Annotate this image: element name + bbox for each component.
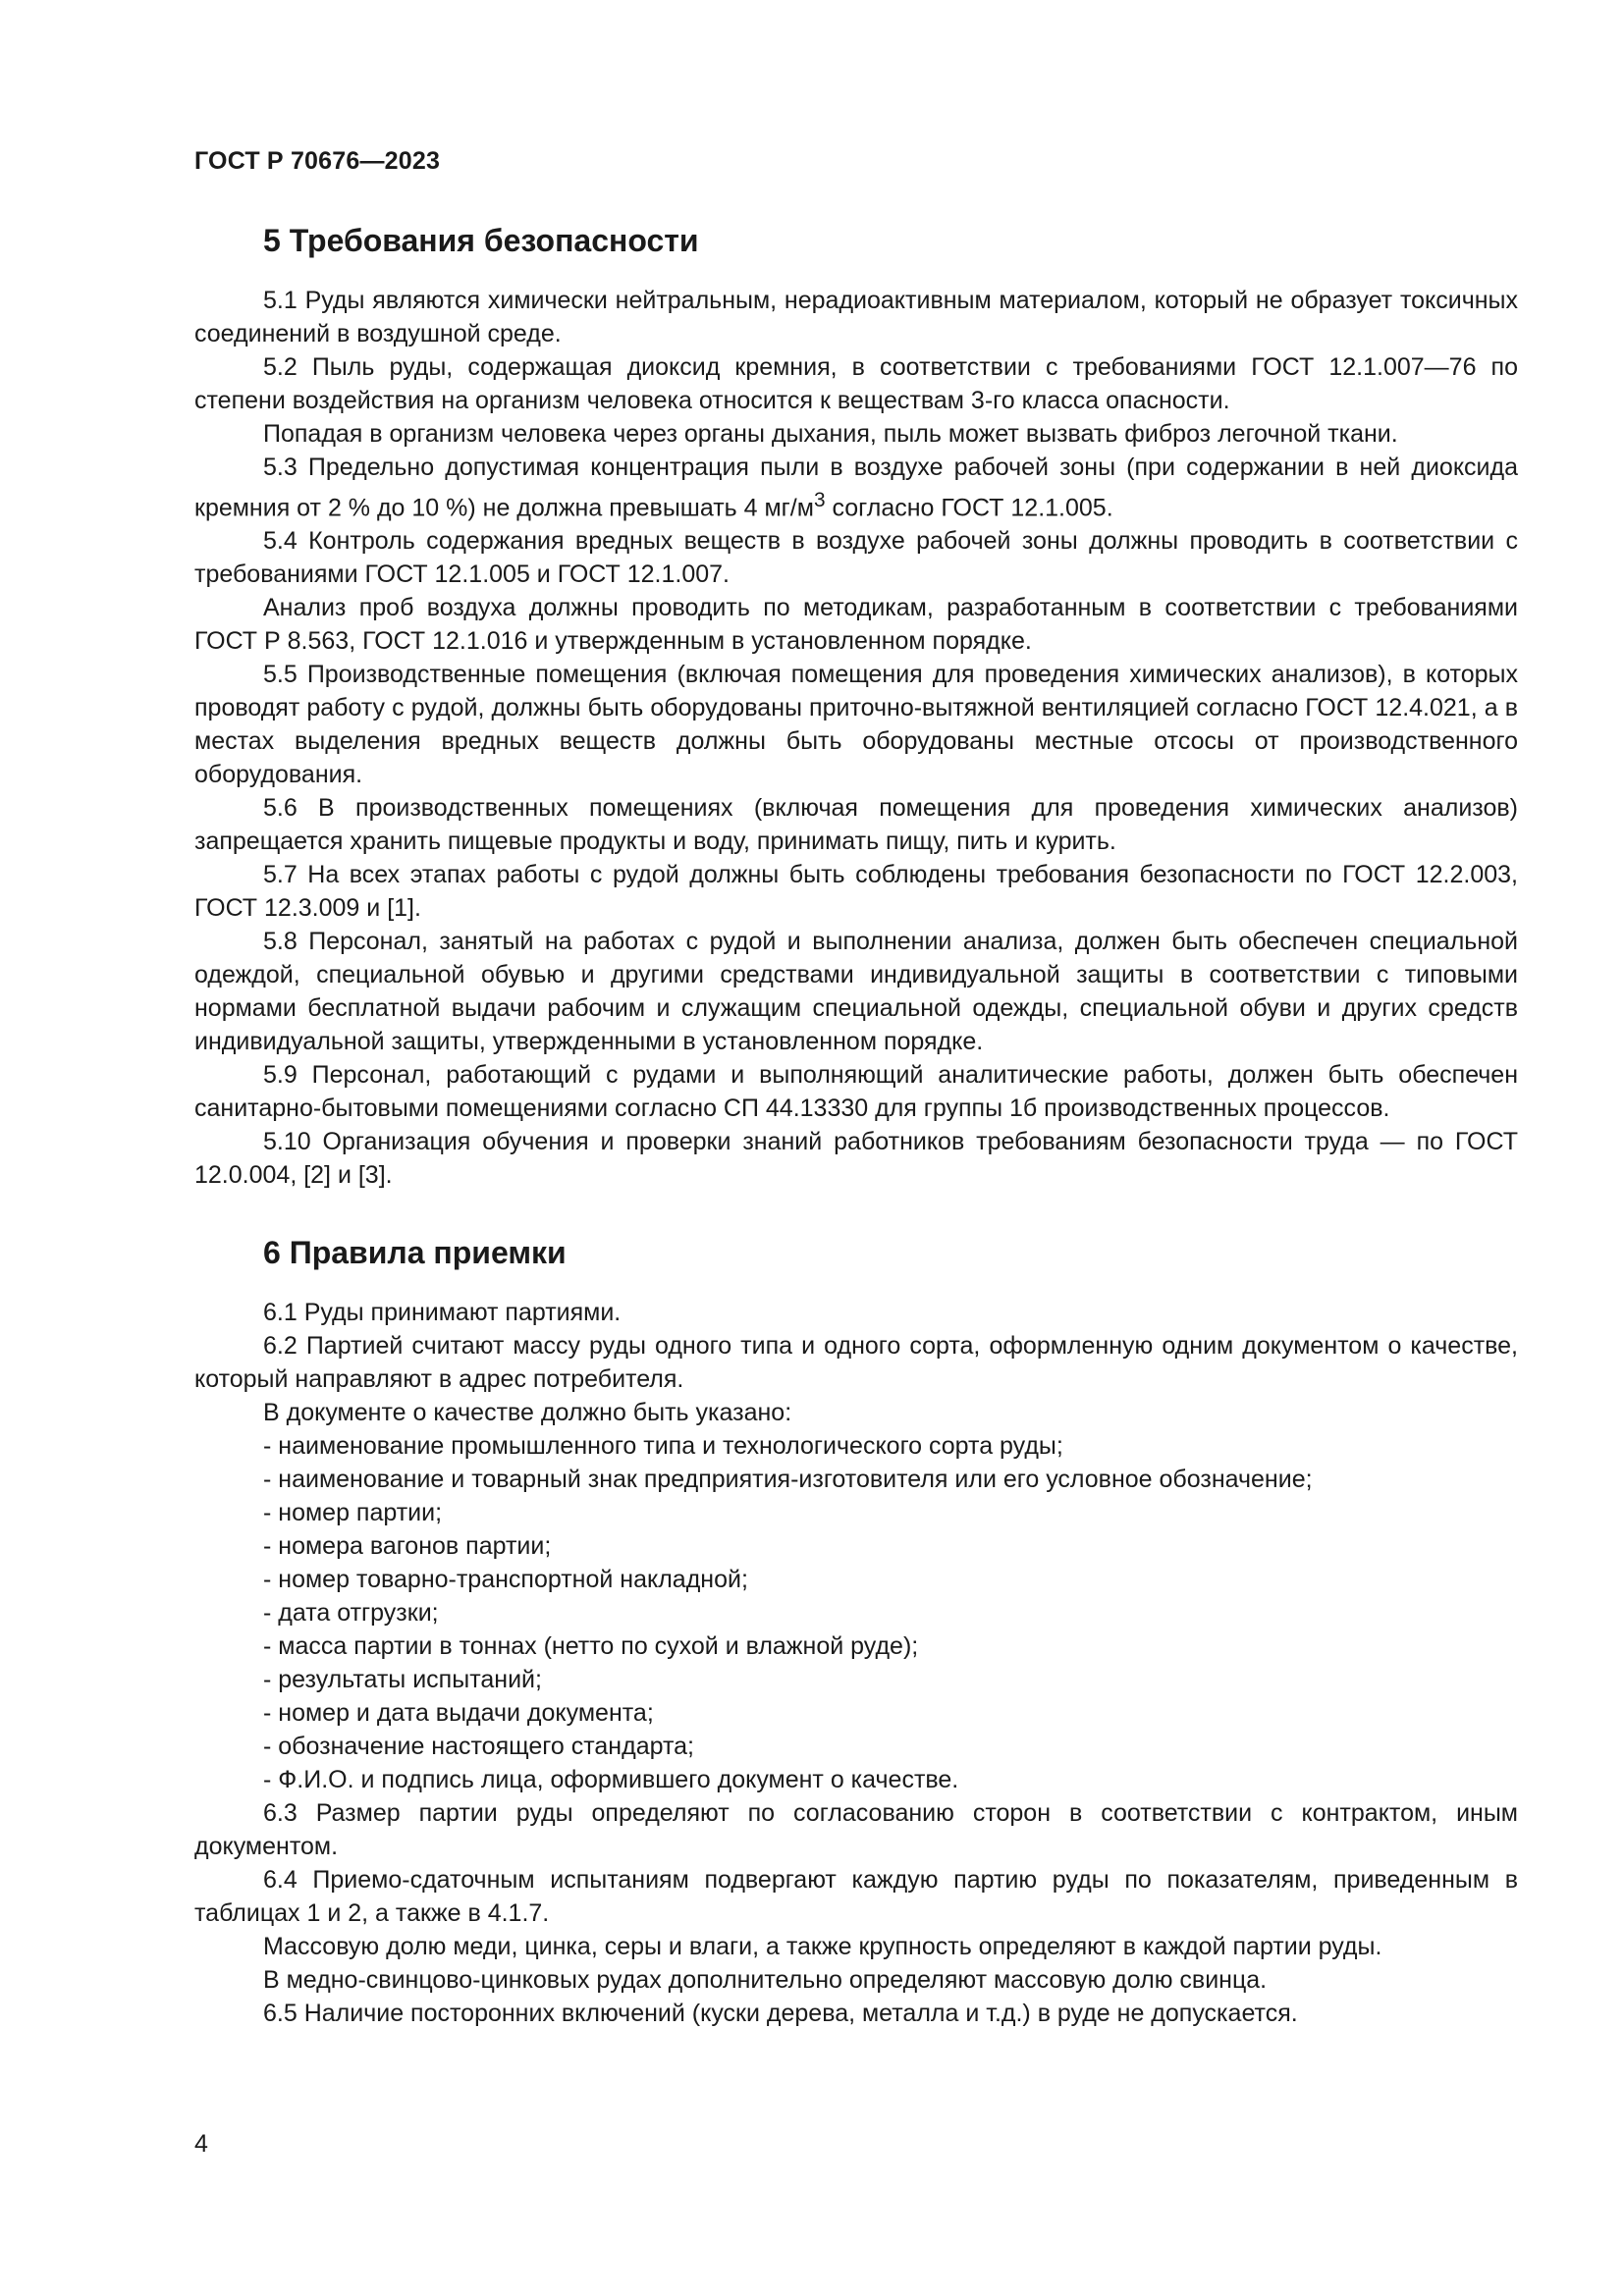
paragraph-5-9: 5.9 Персонал, работающий с рудами и выполняющий аналитические работы, должен быть обеспечен санитарно-бытовыми помещениями согласно СП 44.13330 для группы 1б производственных процессов. (194, 1061, 1518, 1123)
superscript-3: 3 (813, 489, 826, 511)
paragraph-5-8: 5.8 Персонал, занятый на работах с рудой и выполнении анализа, должен быть обеспечен специальной одеждой, специальной обувью и другими средствами индивидуальной защиты в соответствии с типовыми нормами бесплатной выдачи рабочим и служащим специальной одежды, специальной обуви и других средств индивидуальной защиты, утвержденными в установленном порядке. (194, 928, 1518, 1056)
paragraph-6-5: 6.5 Наличие посторонних включений (куски дерева, металла и т.д.) в руде не допускается. (263, 2000, 1298, 2028)
list-item: - Ф.И.О. и подпись лица, оформившего документ о качестве. (263, 1763, 1518, 1796)
list-item: - номер товарно-транспортной накладной; (263, 1563, 1518, 1596)
paragraph-6-1: 6.1 Руды принимают партиями. (263, 1299, 622, 1327)
paragraph-5-10: 5.10 Организация обучения и проверки знаний работников требованиям безопасности труда — по ГОСТ 12.0.004, [2] и [3]. (194, 1128, 1518, 1190)
paragraph-5-3 (194, 451, 1518, 524)
document-code: ГОСТ Р 70676—2023 (194, 147, 441, 175)
list-item: - масса партии в тоннах (нетто по сухой и влажной руде); (263, 1629, 1518, 1663)
section-5-title: 5 Требования безопасности (263, 223, 699, 258)
paragraph-5-3-text: 5.3 Предельно допустимая концентрация пыли в воздухе рабочей зоны (при содержании в ней диоксида кремния от 2 % до 10 %) не должна превышать 4 мг/м (194, 454, 1518, 522)
paragraph-5-1: 5.1 Руды являются химически нейтральным, нерадиоактивным материалом, который не образует токсичных соединений в воздушной среде. (194, 287, 1518, 347)
paragraph-6-3: 6.3 Размер партии руды определяют по согласованию сторон в соответствии с контрактом, иным документом. (194, 1799, 1518, 1861)
list-item: - номер и дата выдачи документа; (263, 1696, 1518, 1730)
paragraph-5-2-continued: Попадая в организм человека через органы дыхания, пыль может вызвать фиброз легочной ткани. (263, 420, 1398, 448)
list-item: - наименование и товарный знак предприятия-изготовителя или его условное обозначение; (263, 1463, 1518, 1496)
quality-document-list (194, 1429, 1518, 1796)
document-body (194, 221, 1518, 2030)
document-page (194, 0, 1518, 2296)
list-item: - результаты испытаний; (263, 1663, 1518, 1696)
paragraph-5-5: 5.5 Производственные помещения (включая помещения для проведения химических анализов), в которых проводят работу с рудой, должны быть оборудованы приточно-вытяжной вентиляцией согласно ГОСТ 12.4.021, а в местах выделения вредных веществ должны быть оборудованы местные отсосы от производственного оборудования. (194, 661, 1518, 789)
paragraph-5-7: 5.7 На всех этапах работы с рудой должны быть соблюдены требования безопасности по ГОСТ 12.2.003, ГОСТ 12.3.009 и [1]. (194, 861, 1518, 923)
list-item: - номер партии; (263, 1496, 1518, 1529)
paragraph-5-3-end: согласно ГОСТ 12.1.005. (825, 494, 1113, 522)
paragraph-6-4-continued: Массовую долю меди, цинка, серы и влаги, а также крупность определяют в каждой партии руды. (263, 1933, 1382, 1961)
paragraph-5-4: 5.4 Контроль содержания вредных веществ в воздухе рабочей зоны должны проводить в соответствии с требованиями ГОСТ 12.1.005 и ГОСТ 12.1.007. (194, 527, 1518, 589)
paragraph-6-4: 6.4 Приемо-сдаточным испытаниям подвергают каждую партию руды по показателям, приведенным в таблицах 1 и 2, а также в 4.1.7. (194, 1866, 1518, 1928)
paragraph-5-4-continued: Анализ проб воздуха должны проводить по методикам, разработанным в соответствии с требованиями ГОСТ Р 8.563, ГОСТ 12.1.016 и утвержденным в установленном порядке. (194, 594, 1518, 656)
section-6-title: 6 Правила приемки (263, 1235, 567, 1271)
paragraph-6-2-continued: В документе о качестве должно быть указано: (263, 1399, 792, 1427)
list-item: - обозначение настоящего стандарта; (263, 1730, 1518, 1763)
list-item: - дата отгрузки; (263, 1596, 1518, 1629)
page-number: 4 (194, 2130, 208, 2158)
paragraph-5-2: 5.2 Пыль руды, содержащая диоксид кремния, в соответствии с требованиями ГОСТ 12.1.007—76 по степени воздействия на организм человека относится к веществам 3-го класса опасности. (194, 353, 1518, 414)
paragraph-6-4-continued-2: В медно-свинцово-цинковых рудах дополнительно определяют массовую долю свинца. (263, 1966, 1268, 1995)
list-item: - номера вагонов партии; (263, 1529, 1518, 1563)
paragraph-5-6: 5.6 В производственных помещениях (включая помещения для проведения химических анализов) запрещается хранить пищевые продукты и воду, принимать пищу, пить и курить. (194, 794, 1518, 856)
list-item: - наименование промышленного типа и технологического сорта руды; (263, 1429, 1518, 1463)
paragraph-6-2: 6.2 Партией считают массу руды одного типа и одного сорта, оформленную одним документом о качестве, который направляют в адрес потребителя. (194, 1332, 1518, 1394)
